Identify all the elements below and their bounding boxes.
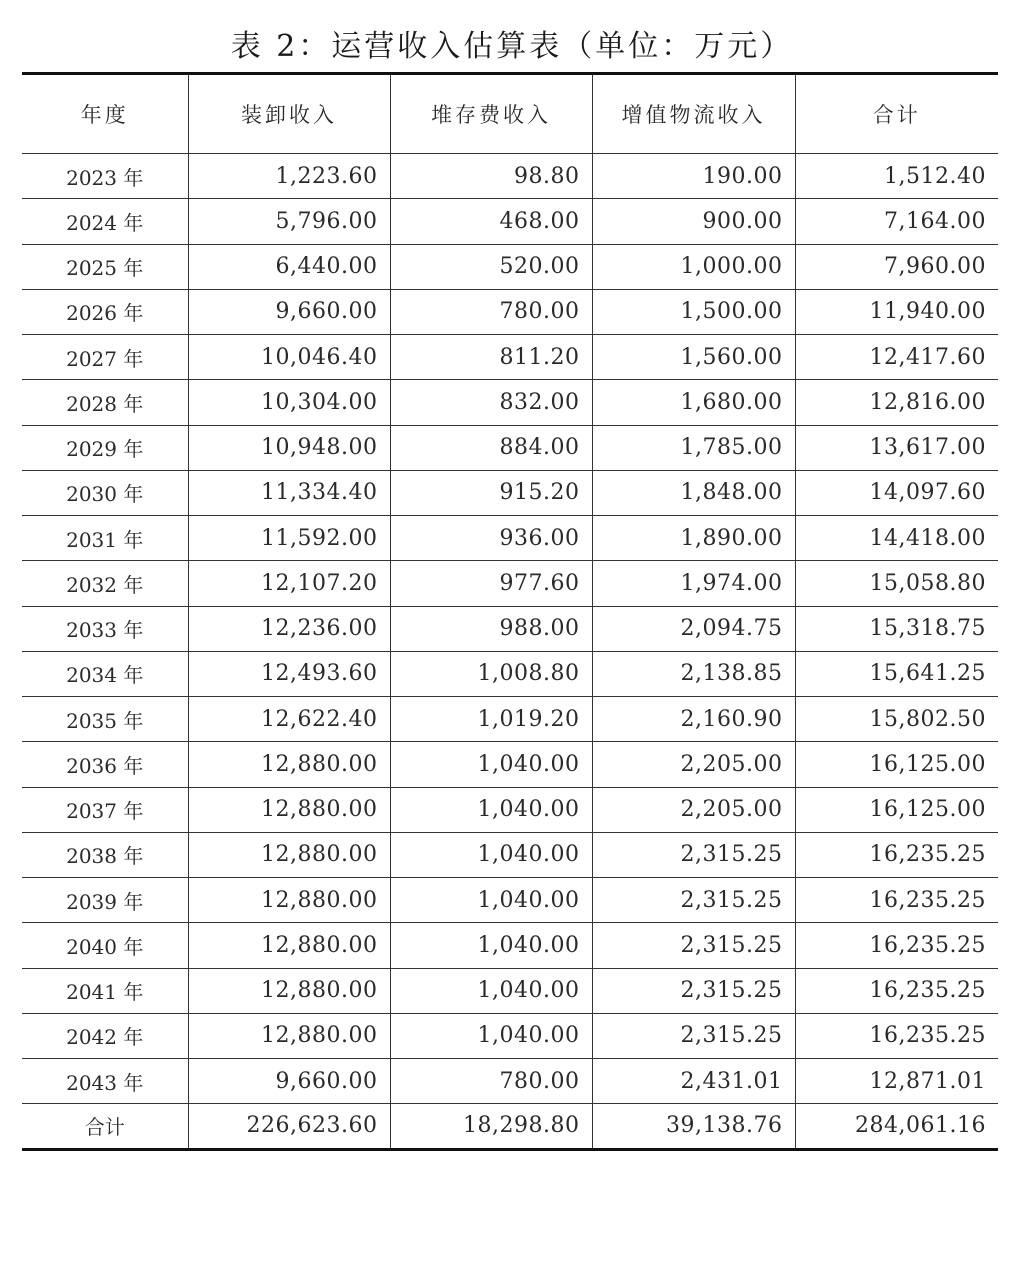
year-cell: 2028 年 (22, 380, 188, 425)
year-cell: 2043 年 (22, 1059, 188, 1104)
year-cell: 2038 年 (22, 832, 188, 877)
value-added-revenue-cell: 2,431.01 (592, 1059, 795, 1104)
year-cell: 2036 年 (22, 742, 188, 787)
storage-revenue-cell: 832.00 (390, 380, 592, 425)
storage-revenue-cell: 1,040.00 (390, 923, 592, 968)
total-row (22, 1104, 998, 1149)
storage-revenue-cell: 1,040.00 (390, 1013, 592, 1058)
value-added-revenue-cell: 1,680.00 (592, 380, 795, 425)
handling-revenue-cell: 1,223.60 (188, 154, 390, 199)
value-added-revenue-cell: 1,848.00 (592, 470, 795, 515)
value-added-revenue-cell: 2,160.90 (592, 697, 795, 742)
table-row (22, 742, 998, 787)
storage-revenue-cell: 1,008.80 (390, 651, 592, 696)
total-cell: 16,235.25 (795, 968, 998, 1013)
table-row (22, 832, 998, 877)
value-added-revenue-cell: 2,205.00 (592, 787, 795, 832)
value-added-revenue-cell: 900.00 (592, 199, 795, 244)
total-cell: 16,125.00 (795, 787, 998, 832)
total-cell: 15,058.80 (795, 561, 998, 606)
value-added-revenue-cell: 1,974.00 (592, 561, 795, 606)
year-cell: 2040 年 (22, 923, 188, 968)
handling-revenue-cell: 10,948.00 (188, 425, 390, 470)
total-cell: 15,641.25 (795, 651, 998, 696)
year-cell: 2032 年 (22, 561, 188, 606)
storage-revenue-cell: 468.00 (390, 199, 592, 244)
year-cell: 2039 年 (22, 878, 188, 923)
year-cell: 合计 (22, 1104, 188, 1149)
handling-revenue-cell: 12,880.00 (188, 1013, 390, 1058)
value-added-revenue-cell: 39,138.76 (592, 1104, 795, 1149)
total-cell: 12,417.60 (795, 335, 998, 380)
year-cell: 2023 年 (22, 154, 188, 199)
total-cell: 7,960.00 (795, 244, 998, 289)
value-added-revenue-cell: 1,000.00 (592, 244, 795, 289)
storage-revenue-cell: 18,298.80 (390, 1104, 592, 1149)
table-row (22, 697, 998, 742)
total-cell: 11,940.00 (795, 289, 998, 334)
total-cell: 12,871.01 (795, 1059, 998, 1104)
handling-revenue-cell: 10,046.40 (188, 335, 390, 380)
handling-revenue-cell: 12,107.20 (188, 561, 390, 606)
table-row (22, 561, 998, 606)
table-body (22, 154, 998, 1150)
handling-revenue-cell: 6,440.00 (188, 244, 390, 289)
handling-revenue-cell: 226,623.60 (188, 1104, 390, 1149)
year-cell: 2037 年 (22, 787, 188, 832)
storage-revenue-cell: 780.00 (390, 289, 592, 334)
handling-revenue-cell: 12,493.60 (188, 651, 390, 696)
total-cell: 7,164.00 (795, 199, 998, 244)
total-cell: 13,617.00 (795, 425, 998, 470)
value-added-revenue-cell: 1,890.00 (592, 516, 795, 561)
total-cell: 16,235.25 (795, 1013, 998, 1058)
year-cell: 2030 年 (22, 470, 188, 515)
handling-revenue-cell: 12,880.00 (188, 923, 390, 968)
storage-revenue-cell: 780.00 (390, 1059, 592, 1104)
handling-revenue-cell: 12,880.00 (188, 832, 390, 877)
table-header (22, 74, 998, 154)
table-row (22, 425, 998, 470)
total-cell: 16,235.25 (795, 923, 998, 968)
handling-revenue-cell: 12,880.00 (188, 742, 390, 787)
header-year: 年度 (22, 74, 188, 154)
year-cell: 2041 年 (22, 968, 188, 1013)
value-added-revenue-cell: 1,500.00 (592, 289, 795, 334)
year-cell: 2042 年 (22, 1013, 188, 1058)
table-row (22, 1013, 998, 1058)
table-row (22, 606, 998, 651)
year-cell: 2034 年 (22, 651, 188, 696)
handling-revenue-cell: 5,796.00 (188, 199, 390, 244)
total-cell: 16,125.00 (795, 742, 998, 787)
handling-revenue-cell: 12,880.00 (188, 878, 390, 923)
total-cell: 12,816.00 (795, 380, 998, 425)
year-cell: 2025 年 (22, 244, 188, 289)
handling-revenue-cell: 12,880.00 (188, 968, 390, 1013)
value-added-revenue-cell: 2,205.00 (592, 742, 795, 787)
handling-revenue-cell: 12,622.40 (188, 697, 390, 742)
total-cell: 284,061.16 (795, 1104, 998, 1149)
total-cell: 14,418.00 (795, 516, 998, 561)
value-added-revenue-cell: 1,785.00 (592, 425, 795, 470)
table-row (22, 787, 998, 832)
value-added-revenue-cell: 2,094.75 (592, 606, 795, 651)
table-row (22, 289, 998, 334)
storage-revenue-cell: 520.00 (390, 244, 592, 289)
value-added-revenue-cell: 2,315.25 (592, 832, 795, 877)
total-cell: 15,802.50 (795, 697, 998, 742)
storage-revenue-cell: 811.20 (390, 335, 592, 380)
handling-revenue-cell: 11,592.00 (188, 516, 390, 561)
value-added-revenue-cell: 2,315.25 (592, 968, 795, 1013)
total-cell: 15,318.75 (795, 606, 998, 651)
handling-revenue-cell: 12,880.00 (188, 787, 390, 832)
handling-revenue-cell: 9,660.00 (188, 289, 390, 334)
table-row (22, 923, 998, 968)
storage-revenue-cell: 1,019.20 (390, 697, 592, 742)
table-row (22, 1059, 998, 1104)
table-row (22, 154, 998, 199)
storage-revenue-cell: 1,040.00 (390, 787, 592, 832)
table-row (22, 516, 998, 561)
total-cell: 16,235.25 (795, 878, 998, 923)
year-cell: 2033 年 (22, 606, 188, 651)
table-row (22, 335, 998, 380)
storage-revenue-cell: 915.20 (390, 470, 592, 515)
value-added-revenue-cell: 1,560.00 (592, 335, 795, 380)
year-cell: 2031 年 (22, 516, 188, 561)
year-cell: 2026 年 (22, 289, 188, 334)
storage-revenue-cell: 98.80 (390, 154, 592, 199)
table-row (22, 244, 998, 289)
revenue-estimate-table (22, 72, 998, 1151)
value-added-revenue-cell: 2,315.25 (592, 923, 795, 968)
table-title: 表 2：运营收入估算表（单位：万元） (230, 29, 794, 64)
table-row (22, 199, 998, 244)
storage-revenue-cell: 988.00 (390, 606, 592, 651)
storage-revenue-cell: 1,040.00 (390, 878, 592, 923)
table-row (22, 968, 998, 1013)
handling-revenue-cell: 9,660.00 (188, 1059, 390, 1104)
storage-revenue-cell: 936.00 (390, 516, 592, 561)
value-added-revenue-cell: 2,315.25 (592, 1013, 795, 1058)
handling-revenue-cell: 10,304.00 (188, 380, 390, 425)
header-total: 合计 (795, 74, 998, 154)
year-cell: 2027 年 (22, 335, 188, 380)
storage-revenue-cell: 884.00 (390, 425, 592, 470)
total-cell: 16,235.25 (795, 832, 998, 877)
total-cell: 1,512.40 (795, 154, 998, 199)
header-row (22, 74, 998, 154)
total-cell: 14,097.60 (795, 470, 998, 515)
table-row (22, 651, 998, 696)
year-cell: 2029 年 (22, 425, 188, 470)
table-row (22, 878, 998, 923)
year-cell: 2024 年 (22, 199, 188, 244)
value-added-revenue-cell: 190.00 (592, 154, 795, 199)
header-handling-revenue: 装卸收入 (188, 74, 390, 154)
storage-revenue-cell: 1,040.00 (390, 968, 592, 1013)
storage-revenue-cell: 1,040.00 (390, 742, 592, 787)
header-value-added-logistics-revenue: 增值物流收入 (592, 74, 795, 154)
value-added-revenue-cell: 2,315.25 (592, 878, 795, 923)
table-row (22, 380, 998, 425)
storage-revenue-cell: 977.60 (390, 561, 592, 606)
value-added-revenue-cell: 2,138.85 (592, 651, 795, 696)
handling-revenue-cell: 11,334.40 (188, 470, 390, 515)
header-storage-revenue: 堆存费收入 (390, 74, 592, 154)
storage-revenue-cell: 1,040.00 (390, 832, 592, 877)
handling-revenue-cell: 12,236.00 (188, 606, 390, 651)
table-row (22, 470, 998, 515)
year-cell: 2035 年 (22, 697, 188, 742)
